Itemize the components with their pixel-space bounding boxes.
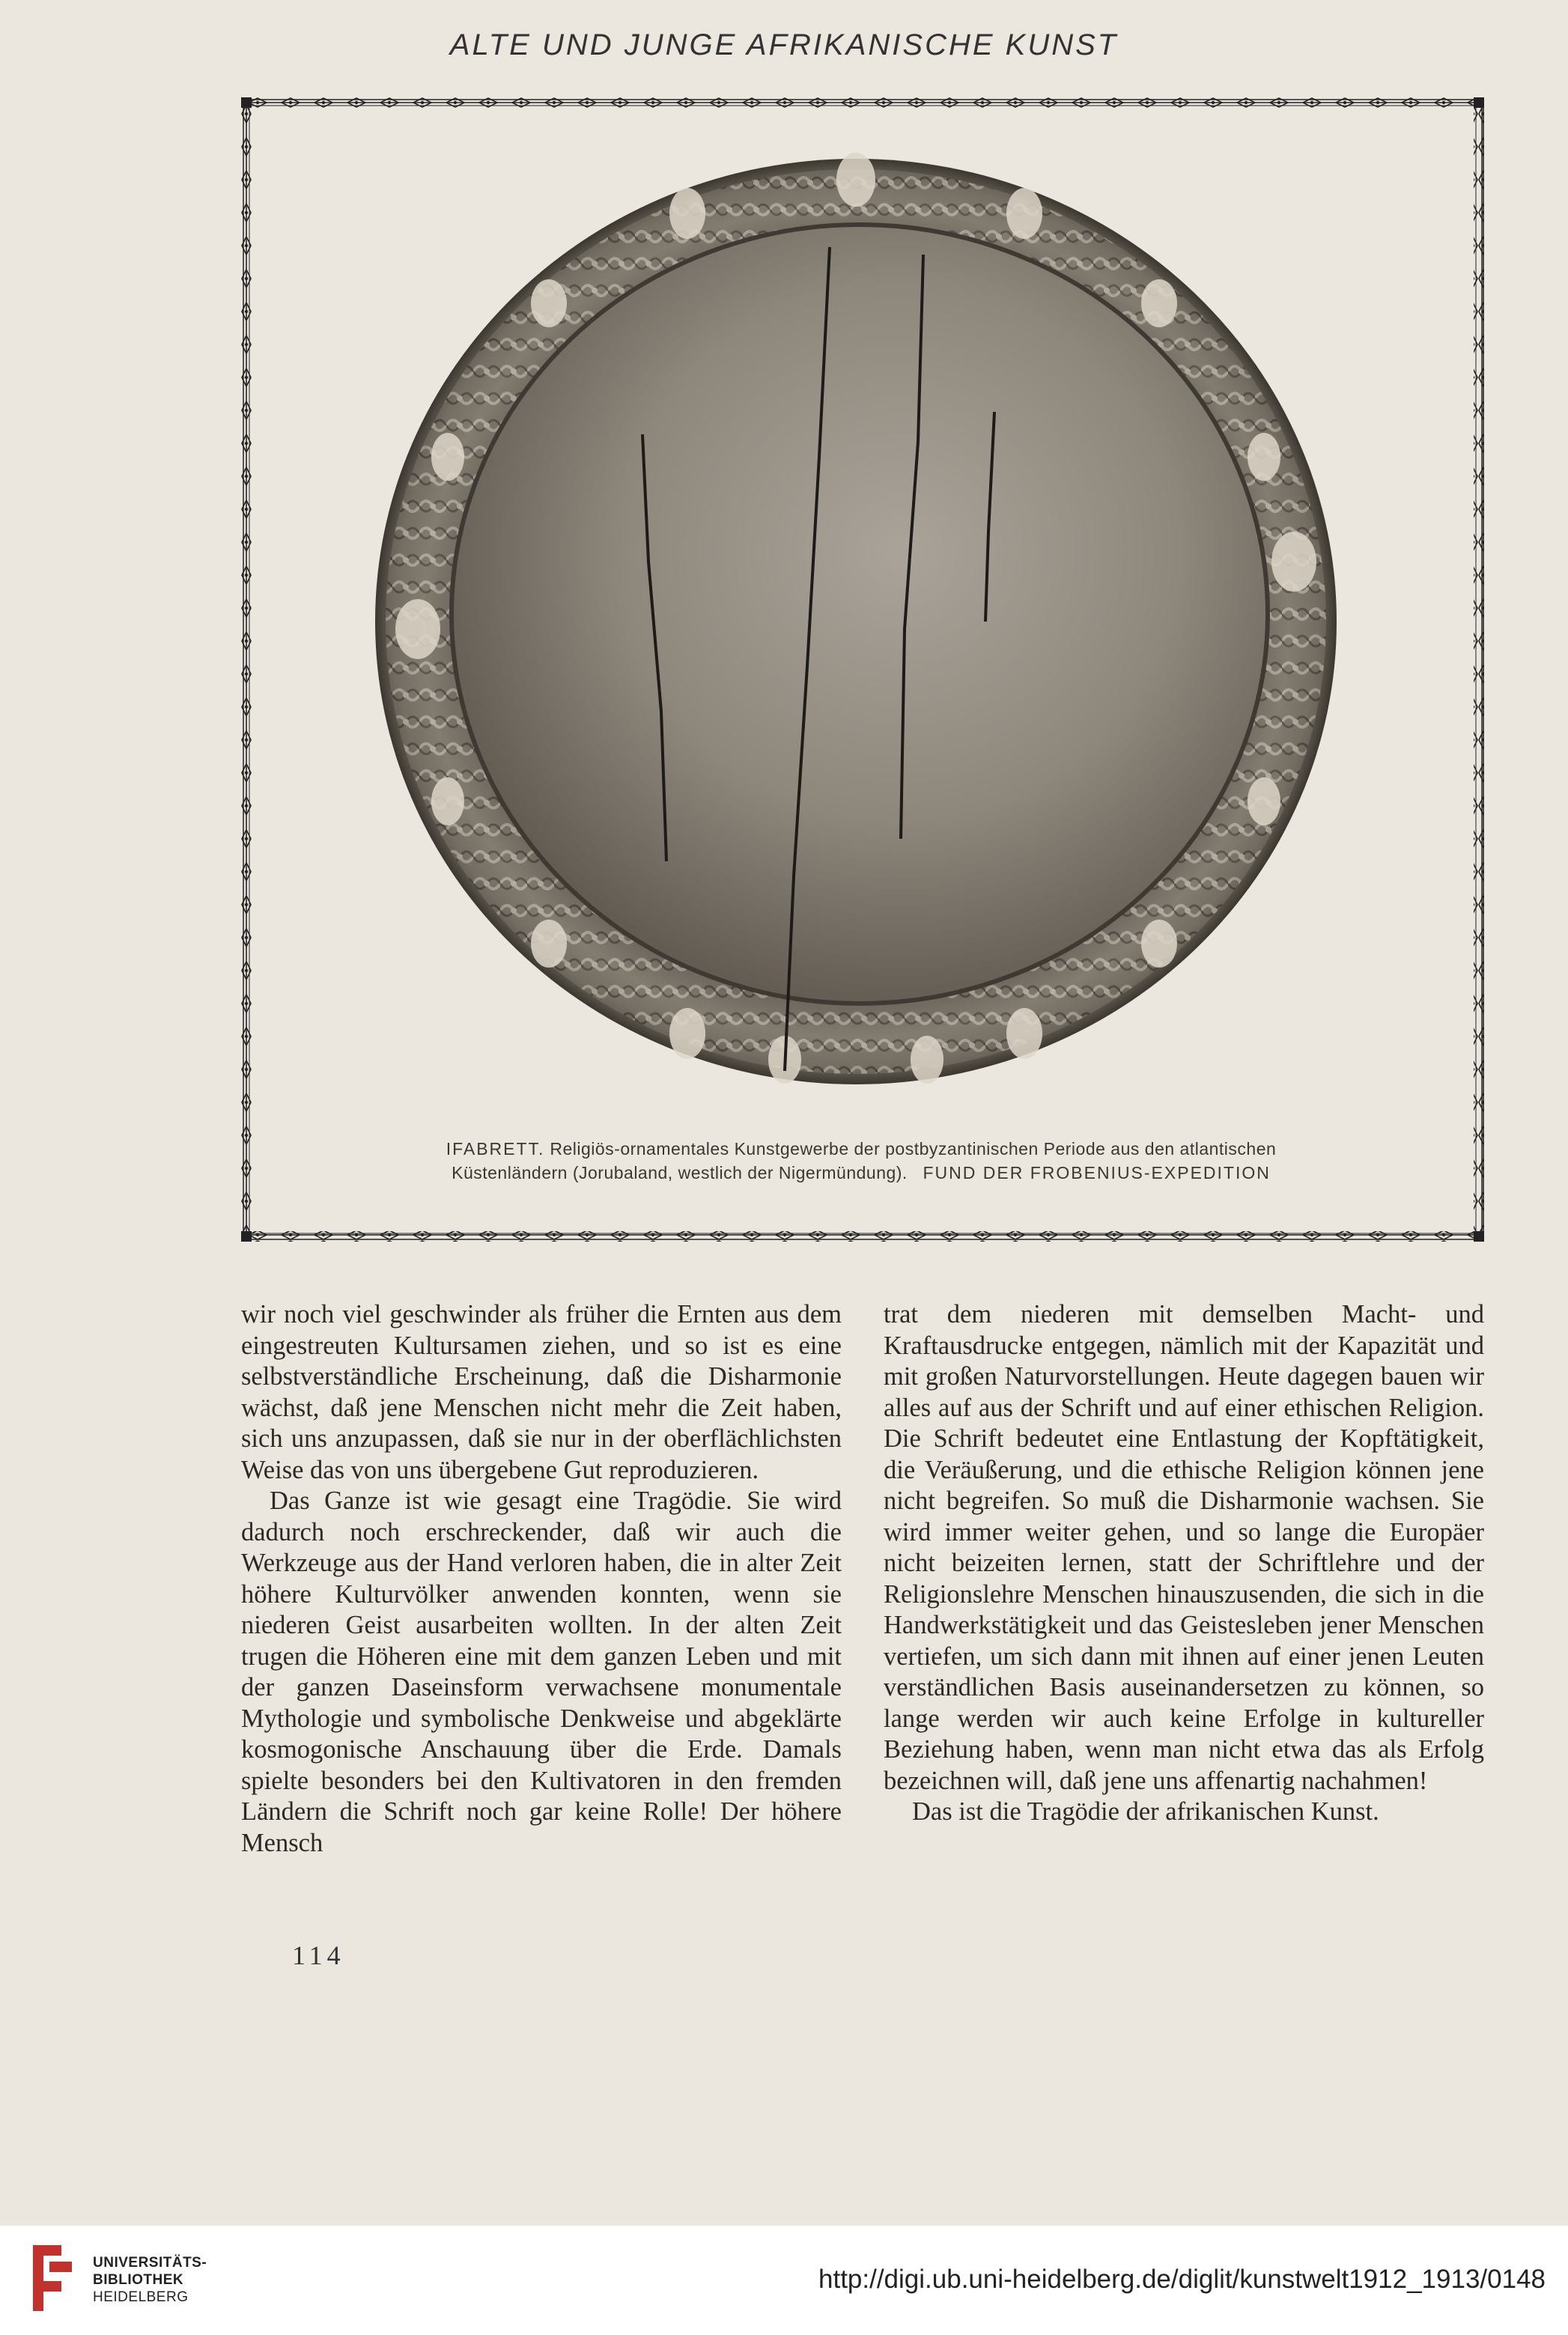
text-column-left bbox=[241, 1299, 842, 1859]
caption-lead: IFABRETT. bbox=[446, 1139, 545, 1159]
caption-line-1 bbox=[314, 1137, 1408, 1161]
caption-text-1: Religiös-ornamentales Kunstgewerbe der postbyzantinischen Periode aus den atlantischen bbox=[544, 1139, 1277, 1159]
paragraph: Das Ganze ist wie gesagt eine Tragödie. Sie wird dadurch noch erschreckender, daß wir auch die Werkzeuge aus der Hand verloren haben, die in alter Zeit höhere Kulturvölker anwenden konnten, wenn sie niederen Geist ausarbeiten wollten. In der alten Zeit trugen die Höheren eine mit dem ganzen Leben und mit der ganzen Daseinsform verwachsene monumentale Mythologie und symbolische Denkweise und abgeklärte kosmogonische Anschauung über die Erde. Damals spielte besonders bei den Kultivatoren in den fremden Ländern die Schrift noch gar keine Rolle! Der höhere Mensch bbox=[241, 1487, 842, 1857]
footer-bar bbox=[0, 2226, 1568, 2335]
paragraph: trat dem niederen mit demselben Macht- und Kraftausdrucke entgegen, nämlich mit der Kapazität und mit großen Naturvorstellungen. Heute dagegen bauen wir alles auf aus der Schrift und auf einer ethischen Religion. Die Schrift bedeutet eine Entlastung der Kopftätigkeit, die Veräußerung, und die ethische Religion können jene nicht begreifen. So muß die Disharmonie wachsen. Sie wird immer weiter gehen, und so lange die Europäer nicht beizeiten lernen, statt der Schriftlehre und der Religionslehre Menschen hinauszusenden, die sich in die Handwerkstätigkeit und das Geistesleben jener Menschen vertiefen, um sich dann mit ihnen auf einer jenen Leuten verständlichen Basis auseinandersetzen zu können, so lange werden wir auch keine Erfolge in kultureller Beziehung haben, wenn man nicht etwa das als Erfolg bezeichnen will, daß jene uns affenartig nachahmen! bbox=[884, 1300, 1484, 1795]
caption-line-2 bbox=[314, 1161, 1408, 1185]
logo-line: UNIVERSITÄTS- bbox=[93, 2255, 207, 2271]
paragraph: wir noch viel geschwinder als früher die Ernten aus dem eingestreuten Kultursamen ziehen, und so ist es eine selbstverständliche Erscheinung, daß die Disharmonie wächst, daß jene Menschen nicht mehr die Zeit haben, sich uns anzupassen, daß sie nur in der oberflächlichsten Weise das von uns übergebene Gut reproduzieren. bbox=[241, 1300, 842, 1484]
paragraph: Das ist die Tragödie der afrikanischen Kunst. bbox=[912, 1797, 1379, 1826]
logo-line: HEIDELBERG bbox=[93, 2289, 189, 2305]
text-column-right bbox=[884, 1299, 1484, 1828]
caption-credit: FUND DER FROBENIUS-EXPEDITION bbox=[923, 1163, 1271, 1182]
running-header: ALTE UND JUNGE AFRIKANISCHE KUNST bbox=[449, 28, 1119, 61]
library-logo-icon bbox=[27, 2241, 87, 2316]
caption-text-2: Küstenländern (Jorubaland, westlich der Nigermündung). bbox=[452, 1163, 908, 1182]
page-number: 114 bbox=[292, 1940, 345, 1970]
ifa-board-image bbox=[365, 142, 1346, 1123]
ifa-board-photo bbox=[365, 142, 1346, 1123]
logo-line: BIBLIOTHEK bbox=[93, 2272, 184, 2288]
library-logo-text bbox=[93, 2254, 207, 2306]
source-url-link[interactable]: http://digi.ub.uni-heidelberg.de/diglit/kunstwelt1912_1913/0148 bbox=[818, 2265, 1546, 2294]
figure-caption bbox=[314, 1137, 1408, 1185]
